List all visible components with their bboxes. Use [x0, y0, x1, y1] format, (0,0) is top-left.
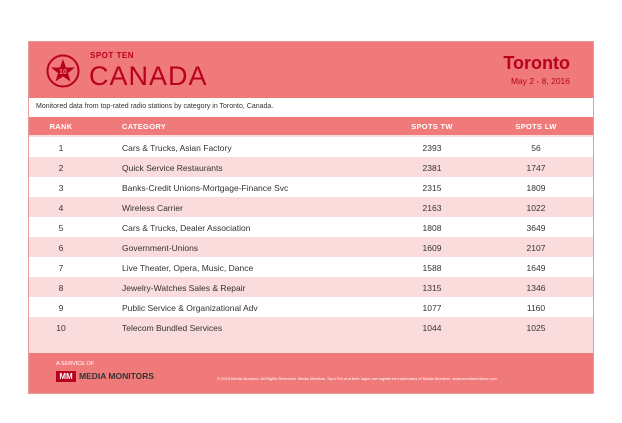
row-spots-lw: 2107 [526, 243, 546, 253]
spot-ten-logo-icon [46, 54, 80, 88]
column-header-row [29, 117, 593, 135]
row-category: Live Theater, Opera, Music, Dance [122, 263, 254, 273]
row-spots-lw: 1809 [526, 183, 546, 193]
mm-logo-icon: MM [56, 371, 76, 382]
row-spots-tw: 1077 [422, 303, 442, 313]
row-spots-lw: 1022 [526, 203, 546, 213]
footer [29, 353, 593, 393]
row-spots-tw: 1609 [422, 243, 442, 253]
column-spots-tw: SPOTS TW [411, 122, 453, 131]
logo-number: 10 [59, 69, 67, 76]
row-rank: 3 [58, 183, 64, 193]
row-category: Cars & Trucks, Dealer Association [122, 223, 251, 233]
row-rank: 5 [58, 223, 64, 233]
column-rank: RANK [49, 122, 73, 131]
row-category: Jewelry-Watches Sales & Repair [122, 283, 246, 293]
brand-name: MEDIA MONITORS [79, 371, 155, 381]
row-category: Quick Service Restaurants [122, 163, 223, 173]
row-spots-tw: 1044 [422, 323, 442, 333]
table-row [29, 157, 593, 177]
row-rank: 6 [58, 243, 64, 253]
copyright-text: © 2016 Media Monitors. All Rights Reserved. Media Monitors, Spot Ten and their logos are registered trademarks of Media Monitors. www.mediamonitors.com [217, 376, 497, 381]
row-category: Public Service & Organizational Adv [122, 303, 258, 313]
table-row [29, 177, 593, 197]
table-row [29, 137, 593, 157]
row-spots-lw: 1649 [526, 263, 546, 273]
row-spots-lw: 1160 [526, 303, 546, 313]
row-rank: 8 [58, 283, 64, 293]
row-spots-tw: 2381 [422, 163, 442, 173]
row-rank: 9 [58, 303, 64, 313]
row-spots-tw: 2163 [422, 203, 442, 213]
date-range: May 2 - 8, 2016 [510, 76, 570, 86]
table-row [29, 237, 593, 257]
city-title: Toronto [503, 53, 570, 73]
table-row [29, 217, 593, 237]
row-spots-lw: 1747 [526, 163, 546, 173]
table-row [29, 197, 593, 217]
row-rank: 10 [56, 323, 66, 333]
table-row [29, 277, 593, 297]
column-category: CATEGORY [122, 122, 167, 131]
row-category: Wireless Carrier [122, 203, 183, 213]
row-rank: 1 [58, 143, 64, 153]
row-spots-lw: 1346 [526, 283, 546, 293]
subtitle: Monitored data from top-rated radio stations by category in Toronto, Canada. [36, 103, 274, 110]
table-body [29, 137, 593, 337]
table-row [29, 317, 593, 337]
row-spots-lw: 1025 [526, 323, 546, 333]
column-spots-lw: SPOTS LW [515, 122, 557, 131]
country-title: CANADA [89, 61, 208, 91]
row-spots-tw: 1315 [422, 283, 442, 293]
row-rank: 2 [58, 163, 64, 173]
row-rank: 4 [58, 203, 64, 213]
header [29, 42, 593, 98]
row-spots-tw: 1588 [422, 263, 442, 273]
service-of-label: A SERVICE OF [56, 361, 95, 367]
spot-ten-label: SPOT TEN [90, 51, 135, 60]
row-spots-tw: 2315 [422, 183, 442, 193]
spot-ten-card [28, 41, 594, 394]
row-category: Government-Unions [122, 243, 199, 253]
row-spots-tw: 2393 [422, 143, 442, 153]
table-row [29, 257, 593, 277]
subtitle-bar [29, 98, 593, 117]
row-spots-lw: 3649 [526, 223, 546, 233]
row-category: Cars & Trucks, Asian Factory [122, 143, 232, 153]
table-row [29, 297, 593, 317]
row-category: Telecom Bundled Services [122, 323, 223, 333]
row-category: Banks-Credit Unions-Mortgage-Finance Svc [122, 183, 289, 193]
row-rank: 7 [58, 263, 64, 273]
row-spots-tw: 1808 [422, 223, 442, 233]
row-spots-lw: 56 [531, 143, 541, 153]
